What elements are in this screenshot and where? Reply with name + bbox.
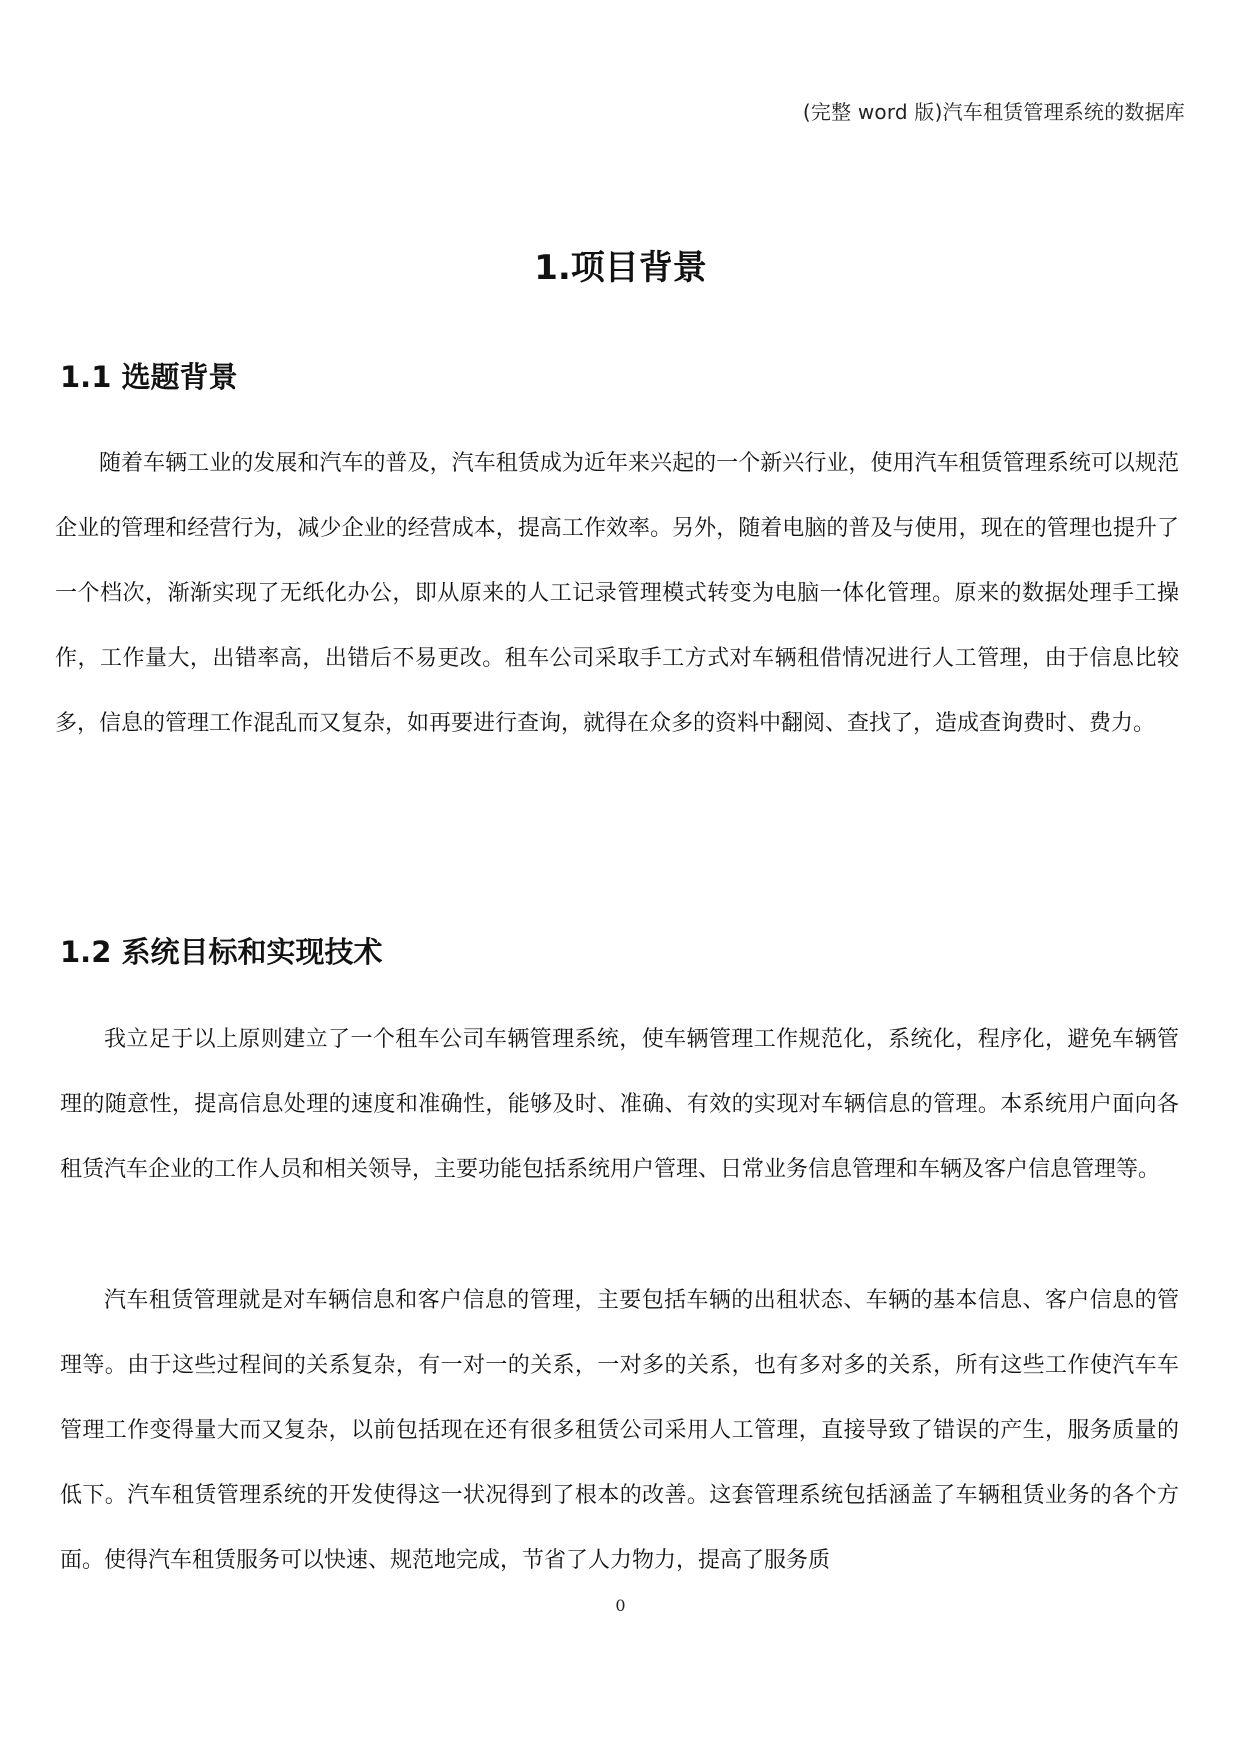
page-number: 0 (615, 1596, 626, 1615)
running-header: (完整 word 版)汽车租赁管理系统的数据库 (802, 100, 1185, 124)
paragraph-system-goals: 我立足于以上原则建立了一个租车公司车辆管理系统，使车辆管理工作规范化，系统化，程序化，避免车辆管理的随意性，提高信息处理的速度和准确性，能够及时、准确、有效的实现对车辆信息的管理。本系统用户面向各租赁汽车企业的工作人员和相关领导，主要功能包括系统用户管理、日常业务信息管理和车辆及客户信息管理等。 (60, 1027, 1179, 1182)
chapter-title: 1.项目背景 (534, 248, 707, 288)
section-heading-1-1: 1.1 选题背景 (60, 360, 238, 394)
section-heading-1-2: 1.2 系统目标和实现技术 (60, 935, 383, 969)
paragraph-rental-management: 汽车租赁管理就是对车辆信息和客户信息的管理，主要包括车辆的出租状态、车辆的基本信息、客户信息的管理等。由于这些过程间的关系复杂，有一对一的关系，一对多的关系，也有多对多的关系，所有这些工作使汽车车管理工作变得量大而又复杂，以前包括现在还有很多租赁公司采用人工管理，直接导致了错误的产生，服务质量的低下。汽车租赁管理系统的开发使得这一状况得到了根本的改善。这套管理系统包括涵盖了车辆租赁业务的各个方面。使得汽车租赁服务可以快速、规范地完成，节省了人力物力，提高了服务质 (60, 1288, 1179, 1573)
paragraph-selection-background: 随着车辆工业的发展和汽车的普及，汽车租赁成为近年来兴起的一个新兴行业，使用汽车租赁管理系统可以规范企业的管理和经营行为，减少企业的经营成本，提高工作效率。另外，随着电脑的普及与使用，现在的管理也提升了一个档次，渐渐实现了无纸化办公，即从原来的人工记录管理模式转变为电脑一体化管理。原来的数据处理手工操作，工作量大，出错率高，出错后不易更改。租车公司采取手工方式对车辆租借情况进行人工管理，由于信息比较多，信息的管理工作混乱而又复杂，如再要进行查询，就得在众多的资料中翻阅、查找了，造成查询费时、费力。 (55, 451, 1179, 736)
